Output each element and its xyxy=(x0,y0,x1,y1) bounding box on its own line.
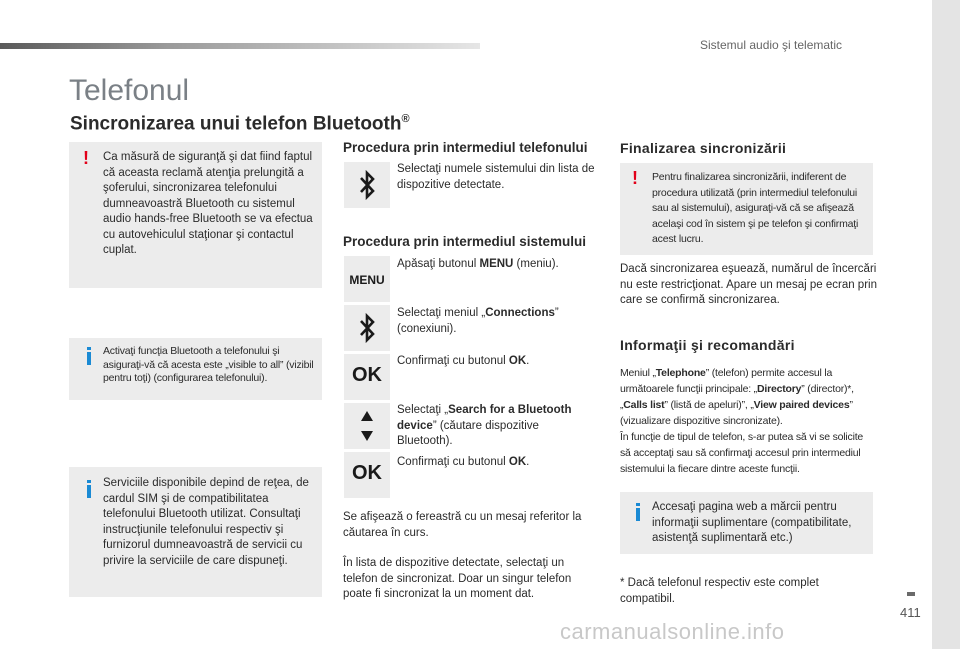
ok-step-icon xyxy=(344,354,390,400)
web-info-text: Accesaţi pagina web a mărcii pentru informaţii suplimentare (compatibilitate, asistenţă suplimentară etc.) xyxy=(652,501,852,544)
header-chapter-title: Sistemul audio şi telematic xyxy=(700,38,843,52)
warning-text: Ca măsură de siguranţă şi dat fiind faptul că aceasta reclamă atenţia prelungită a şoferului, sincronizarea telefonului dumneavoastră Bluetooth cu sistemul audio hands-free Bluetooth se va efectua cu autovehiculul staţionar şi contactul cuplat. xyxy=(103,151,313,256)
menu-step-icon xyxy=(344,256,390,302)
ok-step-icon-2 xyxy=(344,452,390,498)
step-1-text: Apăsaţi butonul MENU (meniu). xyxy=(397,258,559,270)
exclamation-icon: ! xyxy=(83,148,89,168)
page-marker xyxy=(907,592,915,596)
step-3-text: Confirmaţi cu butonul OK. xyxy=(397,355,530,367)
phone-step-text: Selectaţi numele sistemului din lista de dispozitive detectate. xyxy=(397,163,595,191)
info-recommendations-heading: Informaţii şi recomandări xyxy=(620,337,795,353)
sync-fail-paragraph: Dacă sincronizarea eşuează, numărul de încercări nu este restricţionat. Apare un mesaj pe ecran prin care se confirmă sincronizarea. xyxy=(620,263,877,306)
info-icon xyxy=(83,480,97,498)
web-info-box xyxy=(620,492,873,554)
menu-button-label: MENU xyxy=(349,273,385,287)
search-message-paragraph: Se afişează o fereastră cu un mesaj referitor la căutarea în curs. xyxy=(343,511,582,539)
ok-button-label: OK xyxy=(352,364,382,386)
watermark: carmanualsonline.info xyxy=(560,619,785,644)
finalize-warning-box xyxy=(620,163,873,255)
side-strip xyxy=(932,0,960,649)
info-text-services: Serviciile disponibile depind de reţea, de cardul SIM şi de compatibilitatea telefonului Bluetooth utilizat. Consultaţi instrucţiunile telefonului respectiv şi furnizorul dumneavoastră de servicii cu privire la serviciile de care dispuneţi. xyxy=(103,477,309,567)
info-box-bluetooth xyxy=(69,338,322,400)
info-icon xyxy=(83,347,97,365)
header-gradient-bar xyxy=(0,43,480,49)
section-title: Sincronizarea unui telefon Bluetooth® xyxy=(70,113,410,135)
phone-procedure-heading: Procedura prin intermediul telefonului xyxy=(343,140,588,155)
select-phone-paragraph: În lista de dispozitive detectate, selectaţi un telefon de sincronizat. Doar un singur telefon poate fi sincronizat la un moment dat. xyxy=(343,557,572,600)
bluetooth-step-icon-2 xyxy=(344,305,390,351)
telephone-menu-paragraph: Meniul „Telephone” (telefon) permite accesul la următoarele funcţii principale: „Directory” (director)*, „Calls list” (listă de apeluri)”, „View paired devices” (vizualizare dispozitive sincronizate). În funcţie de tipul de telefon, s-ar putea să vi se solicite să acceptaţi sau să confirmaţi accesul prin intermediul sistemului la fiecare dintre aceste funcţii. xyxy=(620,367,864,475)
bluetooth-icon xyxy=(344,162,390,208)
finalize-warning-text: Pentru finalizarea sincronizării, indiferent de procedura utilizată (prin intermediul telefonului sau al sistemului), asiguraţi-vă că se afişează acelaşi cod în sistem şi pe telefon şi confirmaţi acest lucru. xyxy=(652,171,859,245)
info-icon xyxy=(632,503,646,521)
step-2-text: Selectaţi meniul „Connections” (conexiuni). xyxy=(397,307,559,335)
page-title: Telefonul xyxy=(69,74,190,107)
ok-button-label: OK xyxy=(352,462,382,484)
system-procedure-heading: Procedura prin intermediul sistemului xyxy=(343,234,587,249)
up-down-arrows-icon xyxy=(344,403,390,449)
page-number: 411 xyxy=(900,605,921,620)
exclamation-icon: ! xyxy=(632,168,638,188)
step-4-text: Selectaţi „Search for a Bluetooth device” (căutare dispozitive Bluetooth). xyxy=(397,404,572,447)
arrows-step-icon xyxy=(344,403,390,449)
info-text-bluetooth: Activaţi funcţia Bluetooth a telefonului şi asiguraţi-vă că acesta este „visible to all” (vizibil pentru toţi) (configurarea telefonului). xyxy=(103,345,314,384)
finalize-heading: Finalizarea sincronizării xyxy=(620,140,787,156)
info-box-services xyxy=(69,467,322,597)
footnote: * Dacă telefonul respectiv este complet compatibil. xyxy=(620,577,819,605)
warning-box xyxy=(69,142,322,288)
bluetooth-step-icon xyxy=(344,162,390,208)
bluetooth-icon xyxy=(344,305,390,351)
step-5-text: Confirmaţi cu butonul OK. xyxy=(397,456,530,468)
